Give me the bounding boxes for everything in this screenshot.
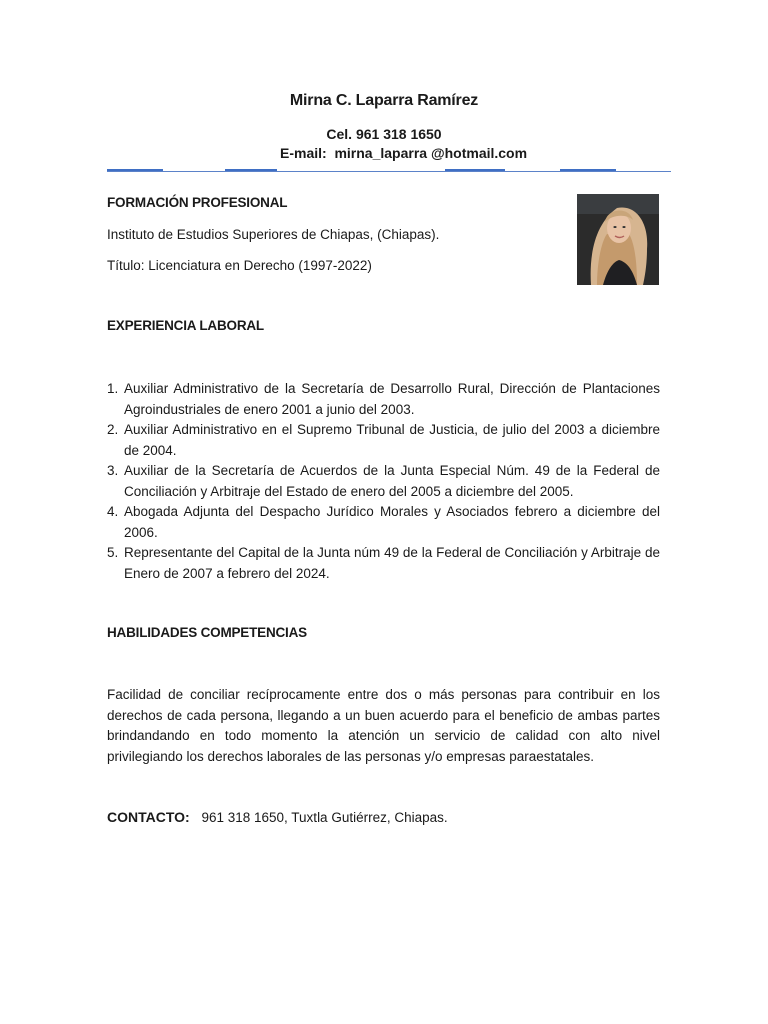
list-item-number: 2. (107, 422, 119, 437)
experience-list (107, 379, 660, 584)
header-divider-accent (107, 169, 163, 171)
list-item (107, 543, 660, 584)
list-item (107, 461, 660, 502)
phone-line: Cel. 961 318 1650 (326, 126, 442, 142)
list-item-number: 5. (107, 545, 119, 560)
habilidades-title: HABILIDADES COMPETENCIAS (107, 625, 307, 640)
formacion-title: FORMACIÓN PROFESIONAL (107, 195, 288, 210)
header-divider-accent (445, 169, 505, 171)
contact-text: 961 318 1650, Tuxtla Gutiérrez, Chiapas. (201, 810, 448, 825)
list-item-text: Abogada Adjunta del Despacho Jurídico Morales y Asociados febrero a diciembre del 2006. (124, 504, 660, 540)
email-line: E-mail: mirna_laparra @hotmail.com (280, 145, 528, 161)
list-item-text: Auxiliar Administrativo de la Secretaría de Desarrollo Rural, Dirección de Plantaciones Agroindustriales de enero 2001 a junio del 2003. (124, 381, 660, 417)
list-item-number: 1. (107, 381, 119, 396)
list-item-number: 3. (107, 463, 119, 478)
header-divider-accent (225, 169, 277, 171)
list-item-text: Auxiliar de la Secretaría de Acuerdos de la Junta Especial Núm. 49 de la Federal de Conciliación y Arbitraje del Estado de enero del 2005 a diciembre del 2005. (124, 463, 660, 499)
profile-photo (577, 194, 659, 285)
header-divider (107, 171, 671, 172)
candidate-name: Mirna C. Laparra Ramírez (289, 92, 479, 109)
list-item (107, 379, 660, 420)
contact-label: CONTACTO: (107, 809, 190, 825)
formacion-degree: Título: Licenciatura en Derecho (1997-2022) (107, 258, 372, 273)
list-item-text: Auxiliar Administrativo en el Supremo Tribunal de Justicia, de julio del 2003 a diciembre de 2004. (124, 422, 660, 458)
formacion-institution: Instituto de Estudios Superiores de Chiapas, (Chiapas). (107, 227, 440, 242)
list-item (107, 420, 660, 461)
contact-line (107, 809, 448, 825)
habilidades-paragraph: Facilidad de conciliar recíprocamente entre dos o más personas para contribuir en los derechos de cada persona, llegando a un buen acuerdo para el beneficio de ambas partes brindandando en todo momento la atención un servicio de calidad con alto nivel privilegiando los derechos laborales de las personas y/o empresas paraestatales. (107, 687, 660, 764)
experiencia-title: EXPERIENCIA LABORAL (107, 318, 264, 333)
list-item-number: 4. (107, 504, 119, 519)
list-item (107, 502, 660, 543)
header-divider-accent (560, 169, 616, 171)
list-item-text: Representante del Capital de la Junta núm 49 de la Federal de Conciliación y Arbitraje de Enero de 2007 a febrero del 2024. (124, 545, 660, 581)
